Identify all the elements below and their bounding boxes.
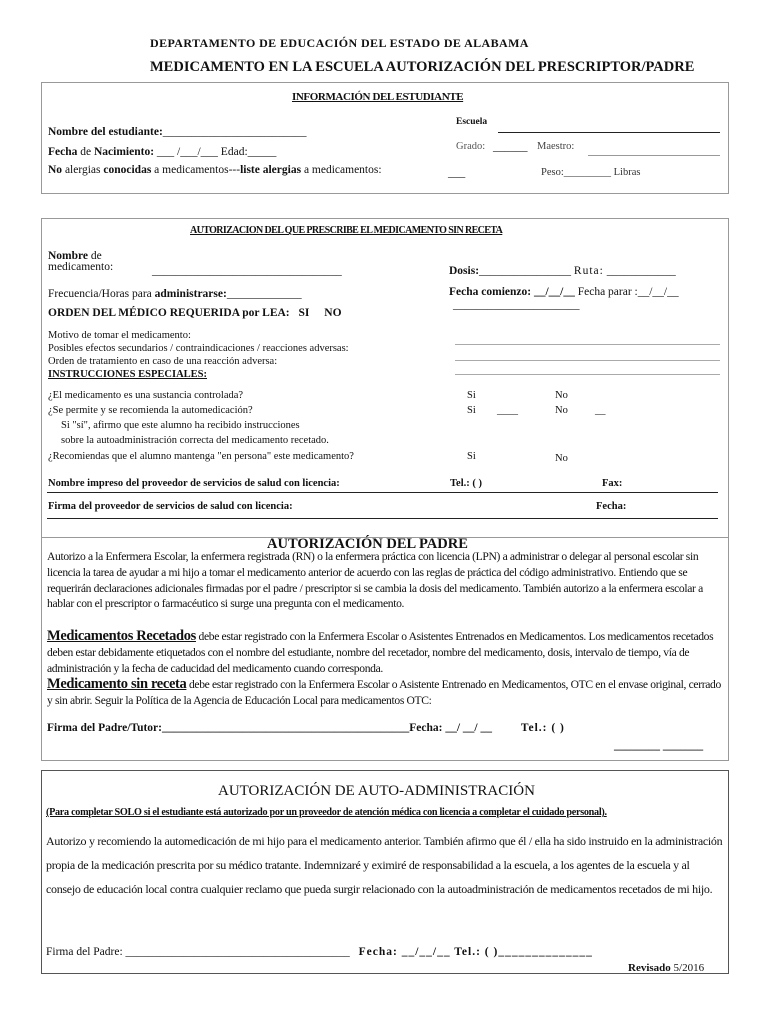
- dob-field[interactable]: [48, 146, 276, 158]
- lea-no[interactable]: NO: [324, 307, 342, 319]
- controlled-no[interactable]: No: [555, 390, 568, 401]
- q-self-note1: Si "sí", afirmo que este alumno ha recibido instrucciones: [61, 420, 300, 431]
- parent-sign-label: Firma del Padre/Tutor:: [47, 722, 162, 734]
- self-no[interactable]: No: [555, 405, 568, 416]
- side-effects-label: Posibles efectos secundarios / contraindicaciones / reacciones adversas:: [48, 343, 349, 354]
- self-si[interactable]: Si: [467, 405, 476, 416]
- start-date-field[interactable]: [449, 286, 679, 298]
- parent-tel-label: Tel.: ( ): [520, 722, 565, 734]
- reason-input[interactable]: [455, 344, 720, 345]
- form-title: MEDICAMENTO EN LA ESCUELA AUTORIZACIÓN DEL PRESCRIPTOR/PADRE: [150, 59, 695, 75]
- med-name-line2: medicamento:: [48, 261, 114, 273]
- dob-label-b: de: [77, 146, 94, 158]
- self-date-tel: Fecha: __/__/__ Tel.: ( )______________: [358, 946, 593, 958]
- med-name-bold: Nombre: [48, 250, 89, 262]
- freq-bold: administrarse:: [154, 288, 227, 300]
- freq-label: Frecuencia/Horas para: [48, 288, 155, 300]
- q-controlled: ¿El medicamento es una sustancia controlada?: [48, 390, 244, 401]
- lea-order-text: ORDEN DEL MÉDICO REQUERIDA por LEA:: [48, 307, 290, 319]
- dob-blank: ___ /___/___ Edad:_____: [154, 146, 277, 158]
- teacher-label: Maestro:: [537, 141, 575, 152]
- freq-blank: _____________: [226, 288, 302, 300]
- allergy-text2: a medicamentos---: [151, 164, 241, 176]
- weight-field[interactable]: [541, 167, 640, 178]
- frequency-field[interactable]: [48, 288, 302, 300]
- provider-sign-line[interactable]: [47, 518, 718, 519]
- self-sign-label: Firma del Padre:: [46, 946, 126, 958]
- teacher-input[interactable]: [588, 155, 720, 156]
- weight-unit: Libras: [613, 167, 641, 178]
- med-name-label: [48, 251, 113, 273]
- revised-note: [628, 962, 704, 974]
- otc-text: debe estar registrado con la Enfermera Escolar o Asistente Entrenado en Medicamentos, OTC en el envase original, cerrado y sin abrir. Seguir la Política de la Agencia de Educación Local para medicamentos OTC:: [47, 678, 721, 707]
- allergy-text1: alergias: [62, 164, 104, 176]
- q-self-note2: sobre la autoadministración correcta del medicamento recetado.: [61, 435, 329, 446]
- prescriber-heading: AUTORIZACION DEL QUE PRESCRIBE EL MEDICAMENTO SIN RECETA: [190, 225, 503, 236]
- provider-date-label: Fecha:: [596, 501, 627, 512]
- med-name-rest: de: [88, 250, 102, 262]
- reason-label: Motivo de tomar el medicamento:: [48, 330, 191, 341]
- person-no[interactable]: No: [555, 453, 568, 464]
- rx-heading: Medicamentos Recetados: [47, 628, 196, 644]
- provider-name-label: Nombre impreso del proveedor de servicios de salud con licencia:: [48, 478, 340, 489]
- controlled-si[interactable]: Si: [467, 390, 476, 401]
- allergy-text3: a medicamentos:: [301, 164, 382, 176]
- med-name-input[interactable]: _________________________________: [152, 265, 342, 277]
- student-name-blank: _________________________: [162, 126, 307, 138]
- special-instructions-input[interactable]: [455, 374, 720, 375]
- parent-sign-blank: ___________________________________________: [162, 722, 410, 734]
- reaction-order-label: Orden de tratamiento en caso de una reacción adversa:: [48, 356, 278, 367]
- dose-blank: ________________: [479, 265, 572, 277]
- student-name-field[interactable]: [48, 126, 307, 138]
- school-label: Escuela: [456, 117, 488, 127]
- parent-sign-field[interactable]: [47, 722, 565, 734]
- self-admin-note: (Para completar SOLO si el estudiante está autorizado por un proveedor de atención médica con licencia a completar el cuidado personal).: [46, 807, 607, 818]
- route-label: Ruta:: [573, 265, 604, 277]
- revised-label: Revisado: [628, 962, 671, 974]
- start-blank[interactable]: ______________________: [453, 299, 580, 311]
- parent-date-label: Fecha: __/ __/ __: [409, 722, 492, 734]
- self-admin-heading: AUTORIZACIÓN DE AUTO-ADMINISTRACIÓN: [218, 783, 535, 799]
- weight-blank: _________: [563, 167, 612, 178]
- allergy-known: conocidas: [103, 164, 152, 176]
- student-name-label: Nombre del estudiante:: [48, 126, 163, 138]
- school-input[interactable]: [498, 132, 720, 133]
- allergy-blank[interactable]: ___: [448, 167, 466, 179]
- otc-heading: Medicamento sin receta: [47, 676, 187, 692]
- revised-date: 5/2016: [673, 962, 705, 974]
- department-name: DEPARTAMENTO DE EDUCACIÓN DEL ESTADO DE ALABAMA: [150, 36, 529, 50]
- allergy-no: No: [48, 164, 63, 176]
- parent-tel-blank[interactable]: ________ _______: [614, 740, 704, 752]
- self-admin-sign-field[interactable]: [46, 946, 593, 958]
- dose-field[interactable]: [449, 265, 676, 277]
- q-in-person: ¿Recomiendas que el alumno mantenga "en persona" este medicamento?: [48, 451, 354, 462]
- self-sign-blank: _______________________________________: [125, 946, 350, 958]
- q-self-admin: ¿Se permite y se recomienda la automedicación?: [48, 405, 253, 416]
- provider-tel[interactable]: Tel.: ( ): [450, 478, 482, 489]
- self-admin-body: Autorizo y recomiendo la automedicación de mi hijo para el medicamento anterior. También afirmo que él / ella ha sido instruido en la administración propia de la medicación prescrita por su médico tratante. Indemnizaré y eximiré de responsabilidad a la escuela, a los agentes de la escuela y al consejo de educación local contra cualquier reclamo que pueda surgir relacionado con la autoadministración de medicamentos recetados de mi hijo.: [46, 834, 723, 896]
- rx-paragraph: [47, 629, 723, 676]
- grade-blank[interactable]: ______: [493, 141, 528, 153]
- rx-text: debe estar registrado con la Enfermera Escolar o Asistentes Entrenados en Medicamentos. Los medicamentos recetados deben estar debidamente etiquetados con el nombre del estudiante, nombre del recetador, nombre del medicamento, dosis, intervalo de tiempo, vía de administración y la fecha de caducidad del medicamento cuando corresponda.: [47, 630, 714, 675]
- lea-order: [48, 307, 342, 319]
- otc-paragraph: [47, 677, 723, 709]
- parent-heading: AUTORIZACIÓN DEL PADRE: [267, 536, 468, 552]
- provider-name-line[interactable]: [47, 492, 718, 493]
- dose-label: Dosis:: [449, 265, 480, 277]
- allergy-list: liste alergias: [240, 164, 302, 176]
- allergy-field: [48, 164, 382, 176]
- provider-fax[interactable]: Fax:: [602, 478, 623, 489]
- person-si[interactable]: Si: [467, 451, 476, 462]
- self-no-blank[interactable]: __: [595, 405, 606, 416]
- dob-label-c: Nacimiento:: [94, 146, 155, 158]
- weight-label: Peso:: [541, 167, 564, 178]
- route-blank: ____________: [606, 265, 676, 277]
- side-effects-input[interactable]: [455, 360, 720, 361]
- self-si-blank[interactable]: ____: [497, 405, 518, 416]
- student-info-heading: INFORMACIÓN DEL ESTUDIANTE: [292, 91, 464, 103]
- lea-si[interactable]: SI: [298, 307, 310, 319]
- provider-sign-label: Firma del proveedor de servicios de salud con licencia:: [48, 501, 293, 512]
- start-label: Fecha comienzo: __/__/__: [449, 286, 575, 298]
- grade-label: Grado:: [456, 141, 486, 152]
- stop-label: Fecha parar :__/__/__: [574, 286, 679, 298]
- dob-label-a: Fecha: [48, 146, 78, 158]
- special-instructions-label: INSTRUCCIONES ESPECIALES:: [48, 369, 208, 380]
- parent-paragraph: Autorizo a la Enfermera Escolar, la enfermera registrada (RN) o la enfermera práctica con licencia (LPN) a administrar o delegar al personal escolar sin licencia la tarea de ayudar a mi hijo a tomar el medicamento anterior de acuerdo con las reglas de práctica del código administrativo. Entiendo que se requerirán declaraciones adicionales firmadas por el padre / prescriptor si se cambia la dosis del medicamento. También autorizo a la enfermera escolar a hablar con el prescriptor o farmacéutico si surge una pregunta con el medicamento.: [47, 550, 703, 611]
